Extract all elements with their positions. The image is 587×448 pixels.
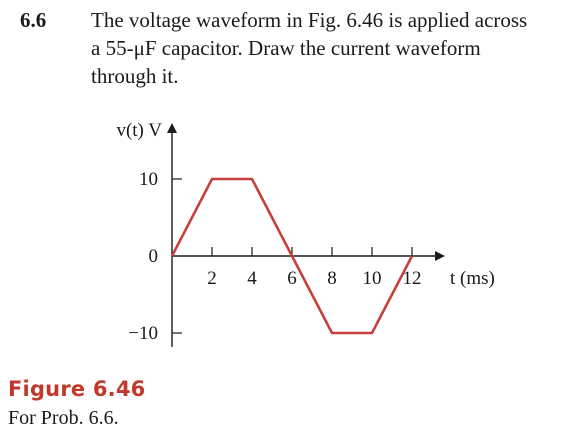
x-tick-label-2: 2: [207, 268, 217, 289]
x-tick-label-8: 8: [327, 268, 337, 289]
voltage-waveform-chart: [0, 110, 587, 370]
y-tick-label--10: −10: [128, 323, 158, 344]
problem-number: 6.6: [20, 8, 47, 32]
problem-line-3: through it.: [91, 64, 179, 88]
x-tick-label-10: 10: [362, 268, 382, 289]
figure-caption-title: Figure 6.46: [8, 377, 146, 401]
x-axis-label: t (ms): [450, 268, 495, 289]
y-tick-label-10: 10: [139, 169, 158, 190]
x-tick-label-6: 6: [287, 268, 297, 289]
problem-line-1: The voltage waveform in Fig. 6.46 is applied across: [91, 8, 528, 32]
problem-line-2: a 55-μF capacitor. Draw the current waveform: [91, 36, 481, 60]
y-axis-label: v(t) V: [116, 120, 162, 141]
problem-statement: [91, 6, 571, 90]
figure-caption-subtitle: For Prob. 6.6.: [8, 407, 119, 429]
x-tick-label-4: 4: [247, 268, 257, 289]
x-tick-label-12: 12: [402, 268, 422, 289]
figure: [0, 110, 587, 370]
y-tick-label-0: 0: [148, 246, 158, 267]
